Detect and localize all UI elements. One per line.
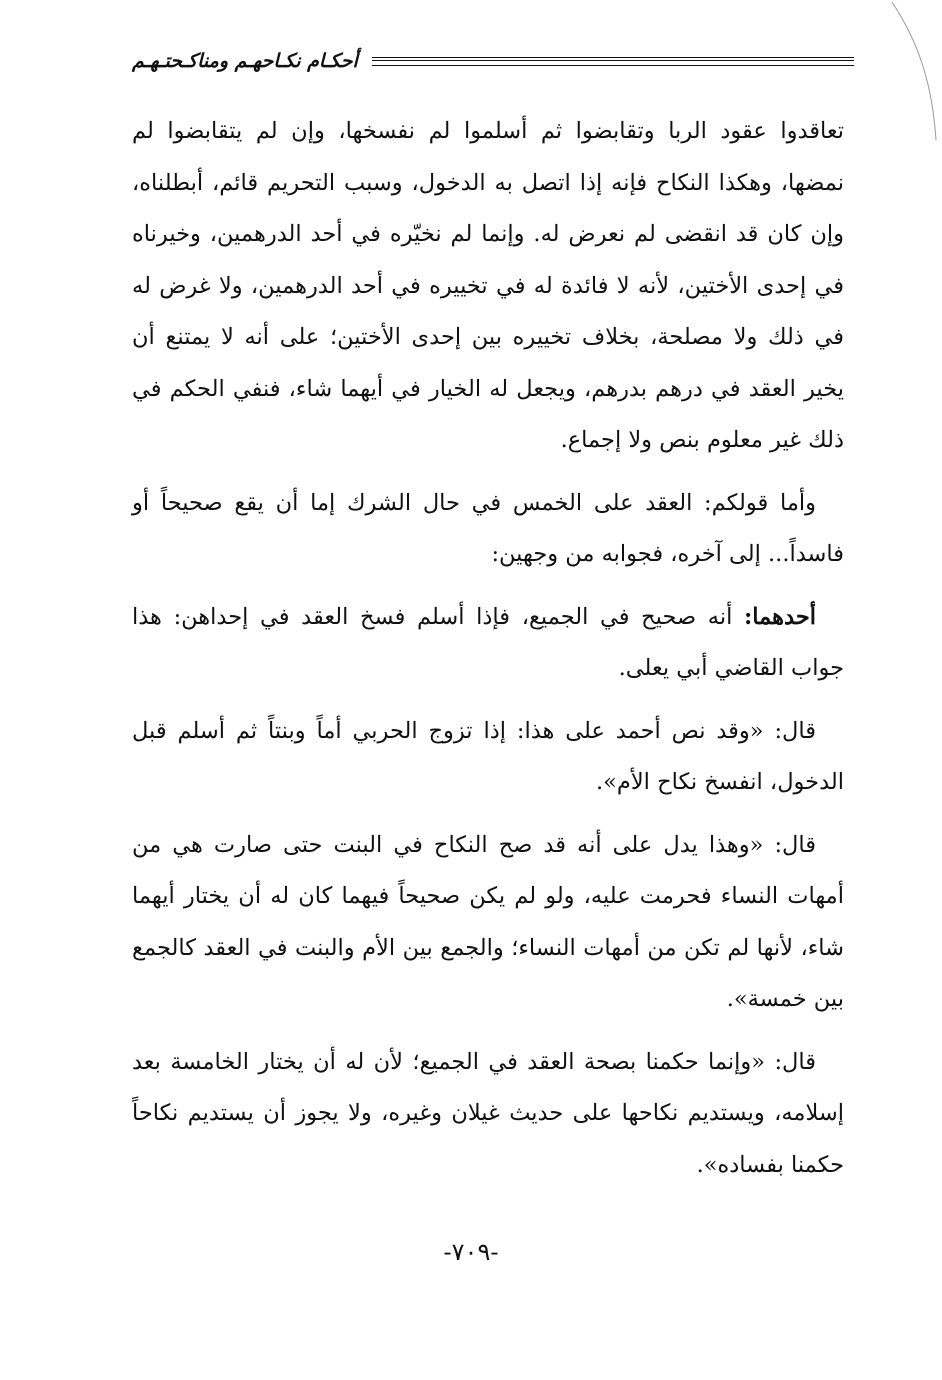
- header-title: أحكـام نكـاحهـم ومناكـحتـهـم: [132, 50, 358, 72]
- paragraph-2: [132, 478, 844, 581]
- paragraph-6: [132, 1037, 844, 1192]
- paragraph-6-text: قال: «وإنما حكمنا بصحة العقد في الجميع؛ لأن له أن يختار الخامسة بعد إسلامه، ويستديم نكاحها على حديث غيلان وغيره، ولا يجوز أن يستديم نكاحاً حكمنا بفساده».: [132, 1048, 844, 1178]
- paragraph-3-text: أنه صحيح في الجميع، فإذا أسلم فسخ العقد في إحداهن: هذا جواب القاضي أبي يعلى.: [132, 603, 844, 681]
- paragraph-3-lead: أحدهما:: [743, 603, 816, 630]
- paragraph-1-text: تعاقدوا عقود الربا وتقابضوا ثم أسلموا لم نفسخها، وإن لم يتقابضوا لم نمضها، وهكذا النكاح فإنه إذا اتصل به الدخول، وسبب التحريم قائم، أبطلناه، وإن كان قد انقضى لم نعرض له. وإنما لم نخيّره في أحد الدرهمين، وخيرناه في إحدى الأختين، لأنه لا فائدة له في تخييره في أحد الدرهمين، ولا غرض له في ذلك ولا مصلحة، بخلاف تخييره بين إحدى الأختين؛ على أنه لا يمتنع أن يخير العقد في درهم بدرهم، ويجعل له الخيار في أيهما شاء، فنفي الحكم في ذلك غير معلوم بنص ولا إجماع.: [132, 118, 844, 453]
- paragraph-1: [132, 106, 844, 467]
- paragraph-2-text: وأما قولكم: العقد على الخمس في حال الشرك إما أن يقع صحيحاً أو فاسداً... إلى آخره، فجوابه من وجهين:: [132, 489, 844, 567]
- paragraph-4-text: قال: «وقد نص أحمد على هذا: إذا تزوج الحربي أماً وبنتاً ثم أسلم قبل الدخول، انفسخ نكاح الأم».: [132, 717, 844, 795]
- paragraph-4: [132, 706, 844, 809]
- paragraph-3: [132, 592, 844, 695]
- header-rule: [372, 57, 854, 66]
- paragraph-5: [132, 820, 844, 1026]
- page-edge-curve: [832, 0, 942, 160]
- page-number: -٧٠٩-: [443, 1238, 499, 1266]
- body-text: [132, 106, 844, 1191]
- paragraph-5-text: قال: «وهذا يدل على أنه قد صح النكاح في البنت حتى صارت هي من أمهات النساء فحرمت عليه، ولو لم يكن صحيحاً فيهما كان له أن يختار أيهما شاء، لأنها لم تكن من أمهات النساء؛ والجمع بين الأم والبنت في العقد كالجمع بين خمسة».: [132, 831, 844, 1012]
- running-header: [132, 46, 854, 76]
